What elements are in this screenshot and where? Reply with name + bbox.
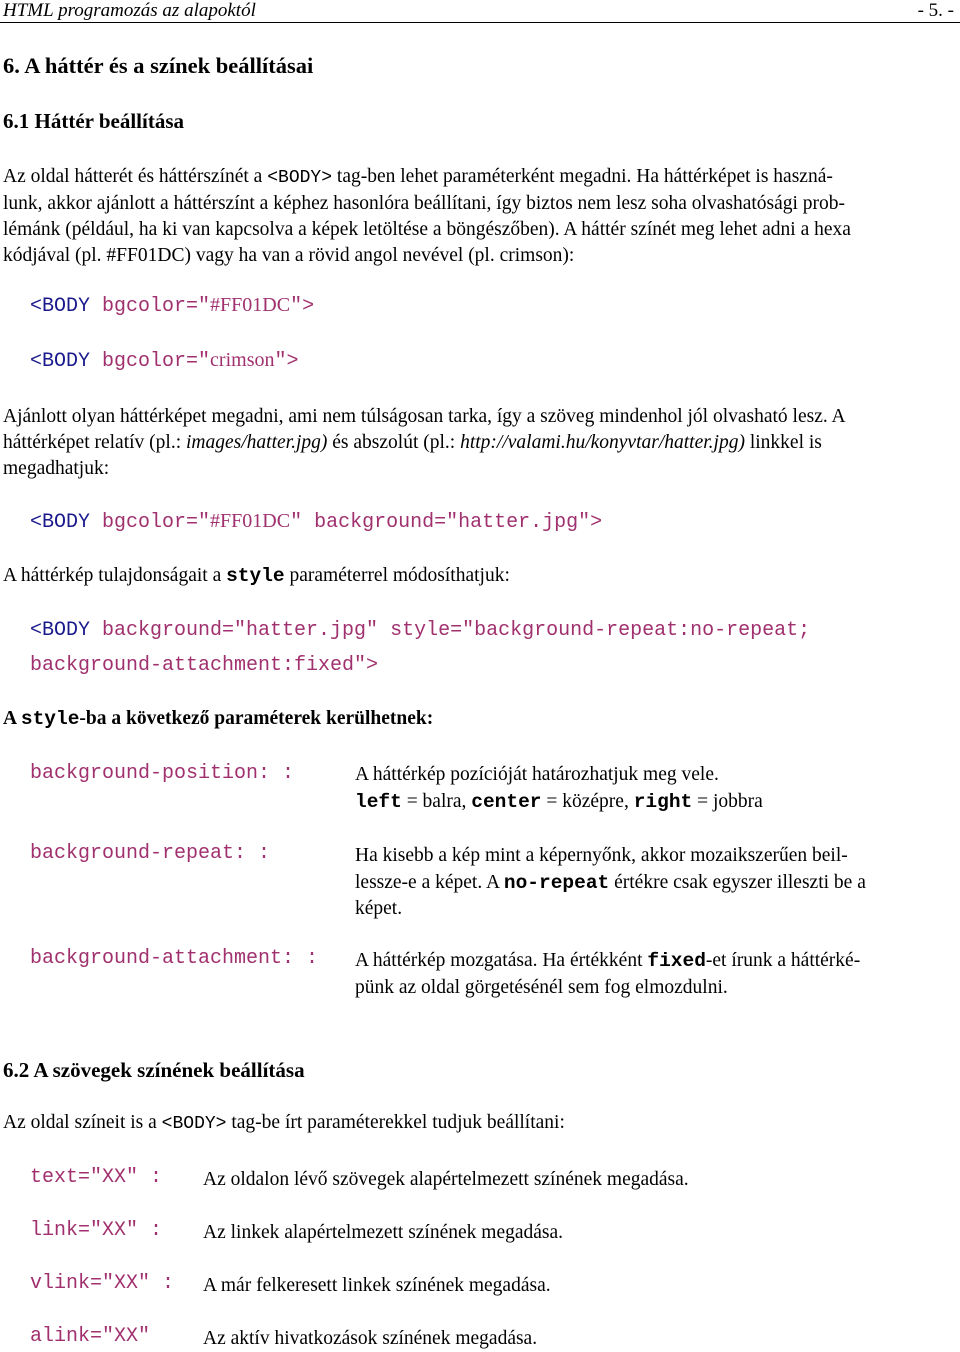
- param-background-position: background-position: :: [30, 762, 295, 785]
- desc-line: képet.: [355, 898, 403, 919]
- param-background-repeat-desc: [355, 843, 940, 923]
- param-background-position-desc: [355, 762, 940, 815]
- attr-text-desc: Az oldalon lévő szövegek alapértelmezett színének megadása.: [203, 1169, 689, 1190]
- style-params-heading: [3, 708, 433, 730]
- style-intro-line: [3, 565, 510, 587]
- param-background-repeat: background-repeat: :: [30, 842, 271, 865]
- heading-text: -ba a következő paraméterek kerülhetnek:: [79, 708, 434, 729]
- keyword-right: right: [633, 790, 693, 813]
- code-value: crimson: [210, 349, 275, 371]
- colors-intro-line: [3, 1112, 565, 1134]
- code-tag: <BODY: [30, 350, 91, 373]
- desc-line: A háttérkép pozícióját határozhatjuk meg vele.: [355, 764, 719, 785]
- para-line: Ajánlott olyan háttérképet megadni, ami nem túlságosan tarka, így a szöveg mindenhol jól olvasható lesz. A: [3, 406, 846, 427]
- attr-alink: alink="XX": [30, 1325, 151, 1348]
- para-text: A háttérkép tulajdonságait a: [3, 565, 227, 586]
- desc-text: = balra,: [401, 790, 472, 812]
- para-line: lémánk (például, ha ki van kapcsolva a képek letöltése a böngészőben). A háttér színét meg lehet adni a hexa: [3, 219, 851, 240]
- inline-body-tag: <BODY>: [267, 168, 333, 188]
- attr-vlink: vlink="XX" :: [30, 1272, 175, 1295]
- code-attr: bgcolor=": [90, 511, 211, 534]
- desc-line: Ha kisebb a kép mint a képernyőnk, akkor mozaikszerűen beil-: [355, 845, 848, 866]
- inline-body-tag: <BODY>: [161, 1114, 227, 1134]
- attr-link: link="XX" :: [30, 1219, 163, 1242]
- code-example-style-1: [30, 618, 810, 642]
- keyword-fixed: fixed: [647, 950, 706, 972]
- header-rule: [0, 22, 960, 23]
- page-number: - 5. -: [917, 0, 954, 21]
- code-end: ">: [274, 350, 299, 373]
- code-end: ">: [290, 295, 315, 318]
- para-text: Az oldal hátterét és háttérszínét a: [3, 166, 268, 187]
- param-background-attachment: background-attachment: :: [30, 947, 319, 970]
- para-line: kódjával (pl. #FF01DC) vagy ha van a rövid angol nevével (pl. crimson):: [3, 245, 575, 266]
- param-background-attachment-desc: [355, 948, 940, 1001]
- code-tag: <BODY: [30, 511, 91, 534]
- desc-text: A háttérkép mozgatása. Ha értékként: [355, 950, 648, 971]
- para-text: és abszolút (pl.:: [327, 432, 461, 453]
- para-text: háttérképet relatív (pl.:: [3, 432, 187, 453]
- para-text: Az oldal színeit is a: [3, 1112, 162, 1133]
- attr-alink-desc: Az aktív hivatkozások színének megadása.: [203, 1328, 538, 1349]
- absolute-url-example: http://valami.hu/konyvtar/hatter.jpg): [460, 432, 745, 453]
- running-header-title: HTML programozás az alapoktól: [3, 0, 256, 21]
- para-text: paraméterrel módosíthatjuk:: [284, 565, 510, 586]
- section-6-heading: 6. A háttér és a színek beállításai: [3, 53, 314, 78]
- desc-line: pünk az oldal görgetésénél sem fog elmozdulni.: [355, 976, 728, 998]
- intro-paragraph: [3, 164, 954, 269]
- para-text: tag-be írt paraméterekkel tudjuk beállítani:: [226, 1112, 565, 1133]
- code-tag: <BODY: [30, 619, 91, 642]
- style-keyword: style: [226, 565, 285, 587]
- code-value: #FF01DC: [210, 294, 291, 316]
- keyword-no-repeat: no-repeat: [503, 871, 610, 894]
- desc-text: = jobbra: [692, 790, 763, 812]
- style-keyword: style: [20, 708, 80, 730]
- relative-path-example: images/hatter.jpg): [186, 432, 328, 453]
- code-tag: <BODY: [30, 295, 91, 318]
- code-example-name: [30, 349, 299, 373]
- para-text: linkkel is: [744, 432, 822, 453]
- code-attr: bgcolor=": [90, 295, 211, 318]
- desc-text: = középre,: [541, 790, 634, 812]
- attr-vlink-desc: A már felkeresett linkek színének megadása.: [203, 1275, 551, 1296]
- code-example-background: [30, 510, 602, 534]
- para-text: tag-ben lehet paraméterként megadni. Ha háttérképet is haszná-: [332, 166, 833, 187]
- background-image-paragraph: [3, 404, 954, 482]
- desc-text: értékre csak egyszer illeszti be a: [609, 871, 866, 893]
- heading-text: A: [3, 708, 21, 729]
- para-line: lunk, akkor ajánlott a háttérszínt a képhez hasonlóra beállítani, így biztos nem lesz soha olvashatósági prob-: [3, 193, 846, 214]
- section-6-1-heading: 6.1 Háttér beállítása: [3, 109, 185, 133]
- desc-text: lessze-e a képet. A: [355, 871, 504, 893]
- desc-text: -et írunk a háttérké-: [705, 950, 861, 971]
- code-example-hex: [30, 294, 314, 318]
- attr-text: text="XX" :: [30, 1166, 163, 1189]
- code-attr: bgcolor=": [90, 350, 211, 373]
- keyword-left: left: [355, 790, 402, 813]
- code-value: #FF01DC: [210, 510, 291, 532]
- code-attr: background="hatter.jpg" style="background-repeat:no-repeat;: [90, 619, 811, 642]
- attr-link-desc: Az linkek alapértelmezett színének megadása.: [203, 1222, 564, 1243]
- code-example-style-2: background-attachment:fixed">: [30, 654, 379, 677]
- keyword-center: center: [471, 790, 542, 813]
- para-line: megadhatjuk:: [3, 458, 110, 479]
- section-6-2-heading: 6.2 A szövegek színének beállítása: [3, 1058, 305, 1082]
- code-rest: " background="hatter.jpg">: [290, 511, 603, 534]
